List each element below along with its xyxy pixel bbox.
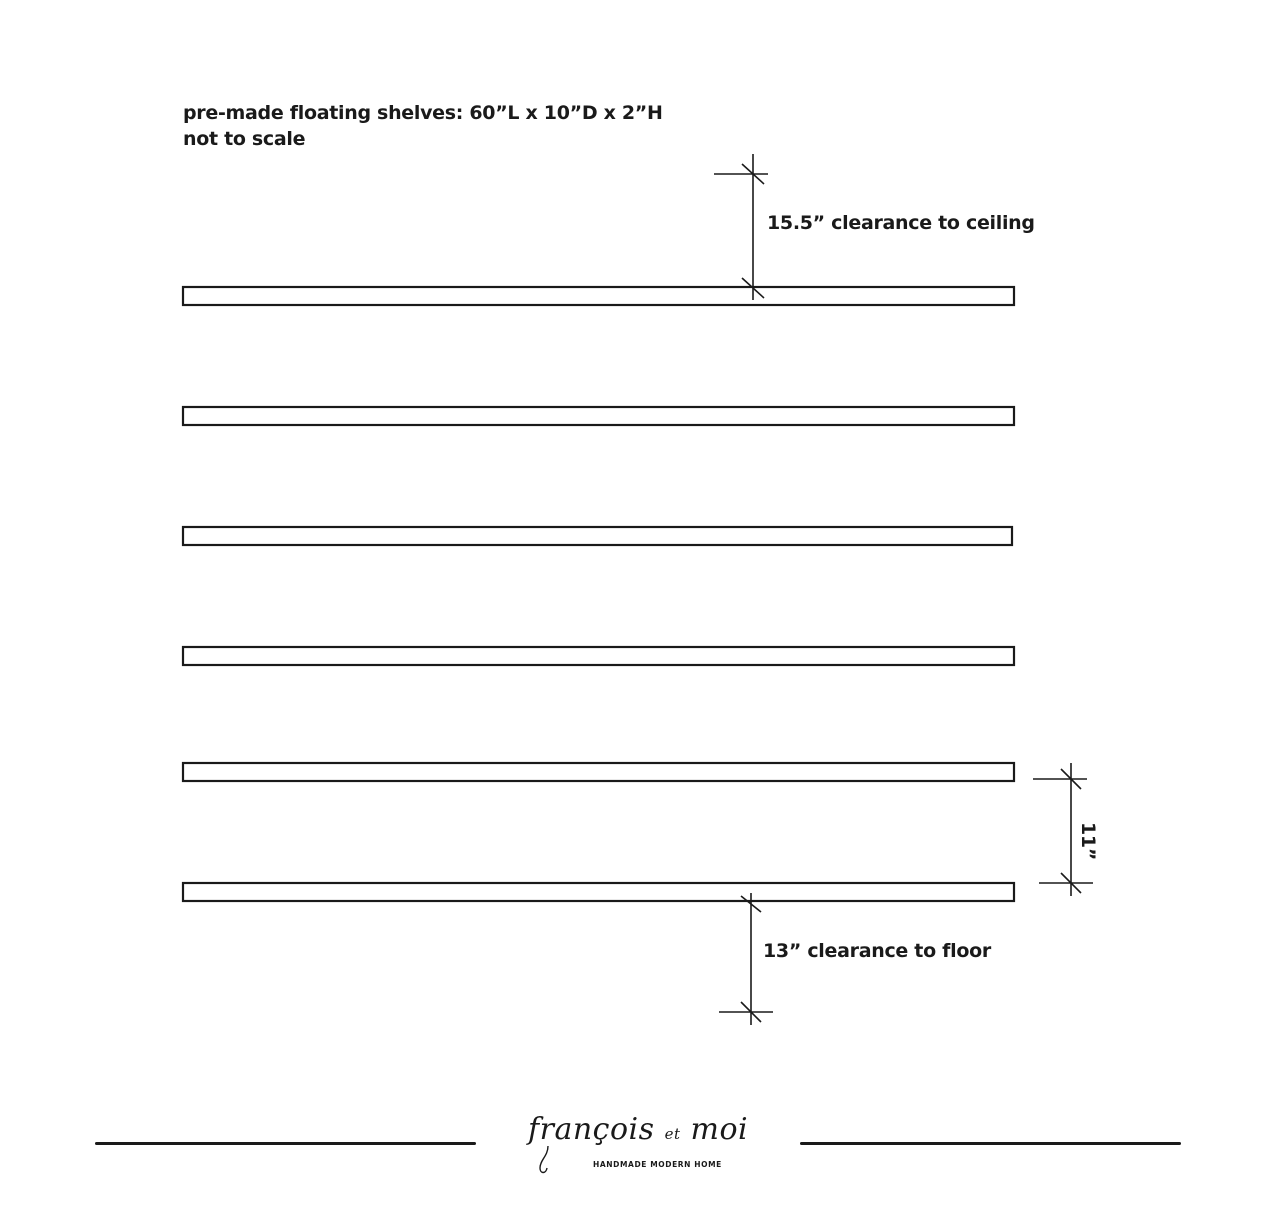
shelf-3 [183, 527, 1012, 545]
shelf-4 [183, 647, 1014, 665]
shelf-5 [183, 763, 1014, 781]
ceiling-clearance-label: 15.5” clearance to ceiling [767, 212, 1035, 234]
diagram-title: pre-made floating shelves: 60”L x 10”D x 2”H [183, 102, 663, 124]
francois-et-moi-logo [520, 1112, 756, 1182]
logo-moi: moi [690, 1112, 749, 1147]
logo-wordmark [528, 1112, 748, 1147]
diagram-subtitle: not to scale [183, 128, 306, 150]
logo-et: et [664, 1125, 681, 1143]
shelf-6 [183, 883, 1014, 901]
floor-clearance-label: 13” clearance to floor [763, 940, 991, 962]
logo-main: françois [528, 1112, 655, 1147]
shelf-1 [183, 287, 1014, 305]
footer-rule-right [800, 1142, 1181, 1145]
ceiling-clearance-dimension [714, 154, 768, 300]
shelf-spacing-label: 11” [1077, 822, 1099, 861]
logo-flourish-icon [534, 1146, 554, 1176]
logo-tagline: HANDMADE MODERN HOME [593, 1160, 722, 1169]
footer-rule-left [95, 1142, 476, 1145]
shelf-2 [183, 407, 1014, 425]
